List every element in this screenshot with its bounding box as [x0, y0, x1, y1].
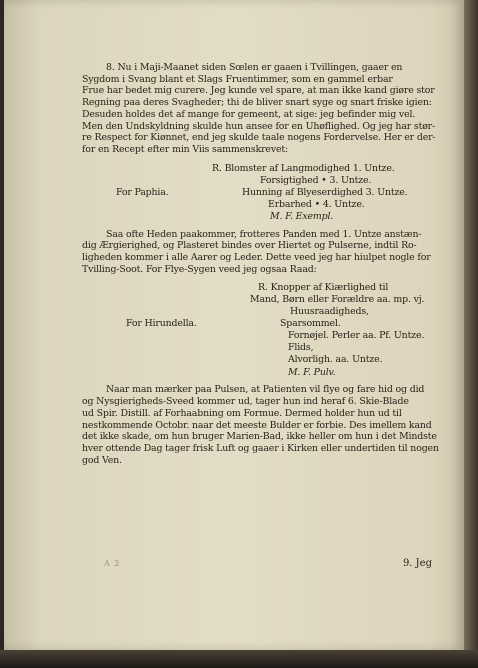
- text-line: Sygdom i Svang blant et Slags Fruentimmer, som en gammel erbar: [82, 73, 393, 85]
- recipe-line: Flids,: [288, 342, 314, 354]
- recipe-line: Erbarhed • 4. Untze.: [268, 198, 365, 210]
- text-line: hver ottende Dag tager frisk Luft og gaaer i Kirken eller undertiden til nogen: [82, 442, 439, 454]
- page-footer: [92, 556, 464, 576]
- text-line: Frue har bedet mig curere. Jeg kunde vel spare, at man ikke kand giøre stor: [82, 85, 435, 97]
- page-text: [82, 62, 454, 466]
- recipe-line: R. Blomster af Langmodighed 1. Untze.: [212, 162, 395, 174]
- paragraph-pulse: [82, 384, 454, 466]
- text-line: det ikke skade, om hun bruger Marien-Bad, ikke heller om hun i det Mindste: [82, 431, 437, 443]
- text-line: Tvilling-Soot. For Flye-Sygen veed jeg ogsaa Raad:: [82, 263, 317, 275]
- recipe-line: Hunning af Blyeserdighed 3. Untze.: [242, 186, 408, 198]
- text-line: Regning paa deres Svagheder; thi de bliver snart syge og snart friske igien:: [82, 97, 432, 109]
- recipe-line: Mand, Børn eller Forældre aa. mp. vj.: [250, 294, 425, 306]
- text-line: Desuden holdes det af mange for gemeent, at sige: jeg befinder mig vel.: [82, 108, 416, 120]
- paragraph-heat: [82, 229, 454, 276]
- text-line: ud Spir. Distill. af Forhaabning om Formue. Dermed holder hun ud til: [82, 407, 402, 419]
- text-line: dig Ærgierighed, og Plasteret bindes over Hiertet og Pulserne, indtil Ro-: [82, 240, 417, 252]
- text-line: Men den Undskyldning skulde hun ansee for en Uhøflighed. Og jeg har stør-: [82, 120, 436, 132]
- page-edge: [464, 0, 478, 668]
- text-line: god Ven.: [82, 454, 122, 466]
- recipe-paphia: [82, 163, 454, 223]
- signature-mark: A 2: [104, 559, 121, 568]
- recipe-line: Fornøjel. Perler aa. Pf. Untze.: [288, 330, 425, 342]
- text-line: ligheden kommer i alle Aarer og Leder. Dette veed jeg har hiulpet nogle for: [82, 252, 431, 264]
- recipe-line: Huusraadigheds,: [290, 306, 369, 318]
- recipe-line: Sparsommel.: [280, 318, 341, 330]
- bottom-shadow: [0, 650, 478, 668]
- recipe-signature: M. F. Pulv.: [288, 367, 336, 379]
- recipe-signature: M. F. Exempl.: [270, 210, 334, 222]
- text-line: re Respect for Kiønnet, end jeg skulde taale nogens Fordervelse. Her er der-: [82, 132, 436, 144]
- text-line: 8. Nu i Maji-Maanet siden Sœlen er gaaen i Tvillingen, gaaer en: [106, 62, 403, 73]
- text-line: Naar man mærker paa Pulsen, at Patienten vil flye og fare hid og did: [106, 384, 425, 396]
- catchword: 9. Jeg: [402, 558, 432, 569]
- recipe-line: Alvorligh. aa. Untze.: [288, 354, 383, 366]
- text-line: Saa ofte Heden paakommer, frotteres Panden med 1. Untze anstæn-: [106, 228, 422, 240]
- text-line: nestkommende Octobr. naar det meeste Bulder er forbie. Des imellem kand: [82, 419, 432, 431]
- recipe-for-label: For Paphia.: [116, 186, 169, 198]
- recipe-hirundella: [82, 282, 454, 380]
- text-line: for en Recept efter min Viis sammenskrevet:: [82, 143, 288, 155]
- recipe-line: Forsigtighed • 3. Untze.: [260, 174, 372, 186]
- recipe-for-label: For Hirundella.: [126, 318, 197, 330]
- recipe-line: R. Knopper af Kiærlighed til: [258, 282, 389, 294]
- text-line: og Nysgierigheds-Sveed kommer ud, tager hun ind heraf 6. Skie-Blade: [82, 396, 409, 408]
- paragraph-8: [82, 62, 454, 156]
